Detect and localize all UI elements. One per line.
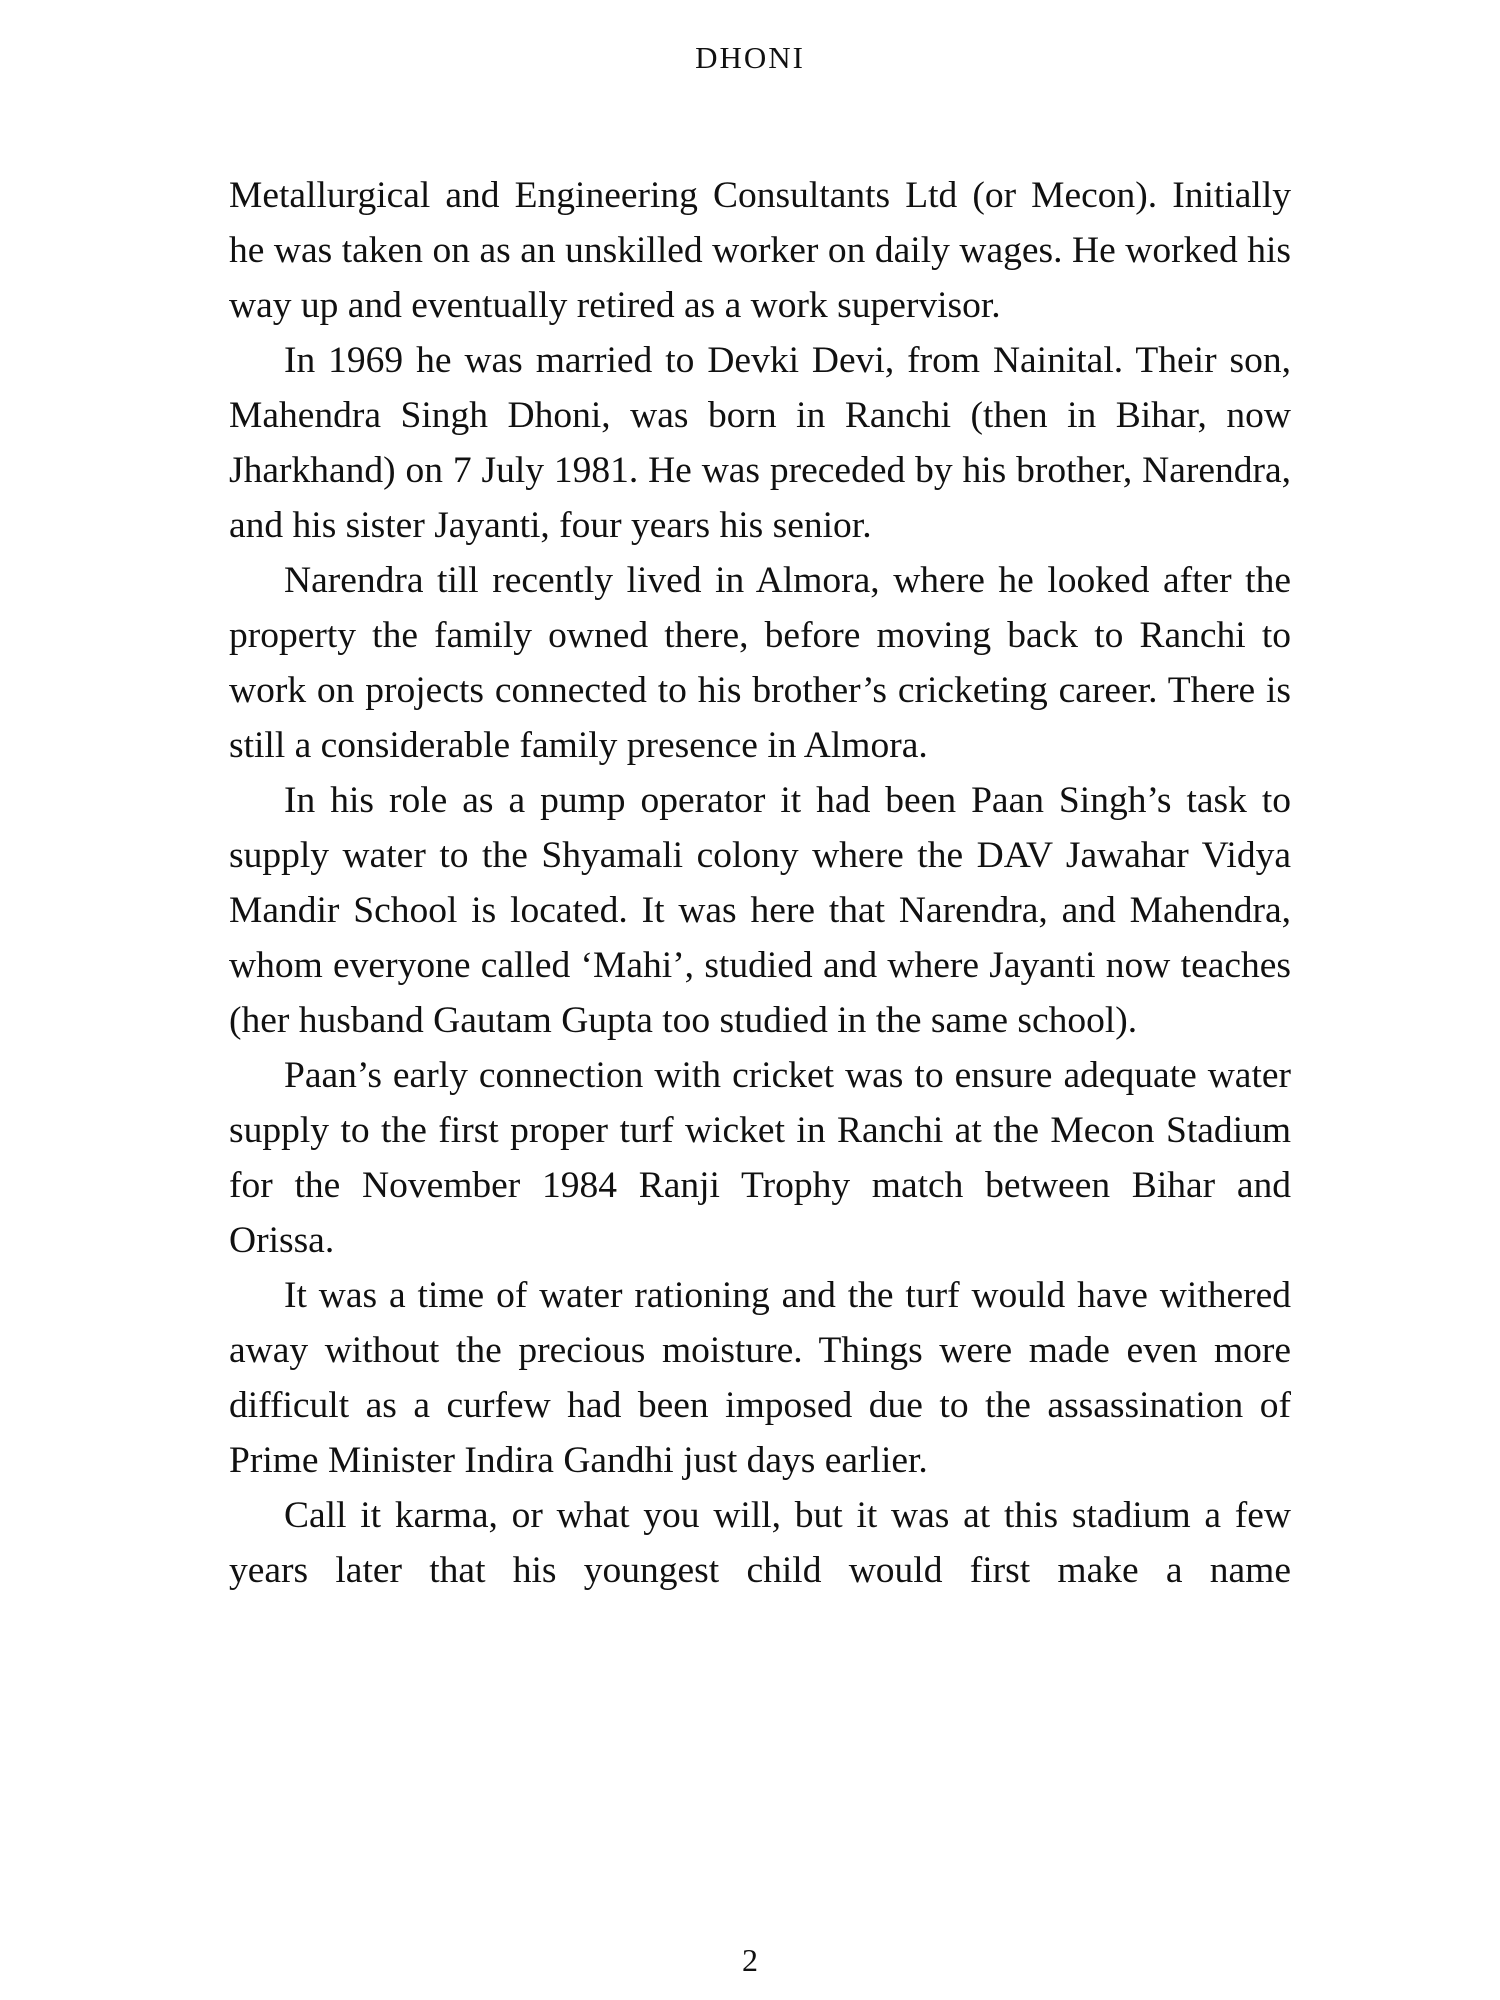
paragraph: Call it karma, or what you will, but it was at this stadium a few years later that his youngest child would first make a name [229, 1495, 1291, 1591]
paragraph: Narendra till recently lived in Almora, where he looked after the property the family owned there, before moving back to Ranchi to work on projects connected to his brother’s cricketing career. There is still a considerable family presence in Almora. [229, 560, 1291, 766]
running-head: DHONI [695, 40, 805, 75]
paragraph: In 1969 he was married to Devki Devi, from Nainital. Their son, Mahendra Singh Dhoni, was born in Ranchi (then in Bihar, now Jharkhand) on 7 July 1981. He was preceded by his brother, Narendra, and his sister Jayanti, four years his senior. [229, 340, 1291, 546]
body-text [229, 168, 1291, 1598]
page-number: 2 [742, 1942, 758, 1978]
paragraph: Metallurgical and Engineering Consultants Ltd (or Mecon). Initially he was taken on as an unskilled worker on daily wages. He worked his way up and eventually retired as a work supervisor. [229, 175, 1291, 326]
paragraph: It was a time of water rationing and the turf would have withered away without the precious moisture. Things were made even more difficult as a curfew had been imposed due to the assassination of Prime Minister Indira Gandhi just days earlier. [229, 1275, 1291, 1481]
paragraph: Paan’s early connection with cricket was to ensure adequate water supply to the first proper turf wicket in Ranchi at the Mecon Stadium for the November 1984 Ranji Trophy match between Bihar and Orissa. [229, 1055, 1291, 1261]
paragraph: In his role as a pump operator it had been Paan Singh’s task to supply water to the Shyamali colony where the DAV Jawahar Vidya Mandir School is located. It was here that Narendra, and Mahendra, whom everyone called ‘Mahi’, studied and where Jayanti now teaches (her husband Gautam Gupta too studied in the same school). [229, 780, 1291, 1041]
